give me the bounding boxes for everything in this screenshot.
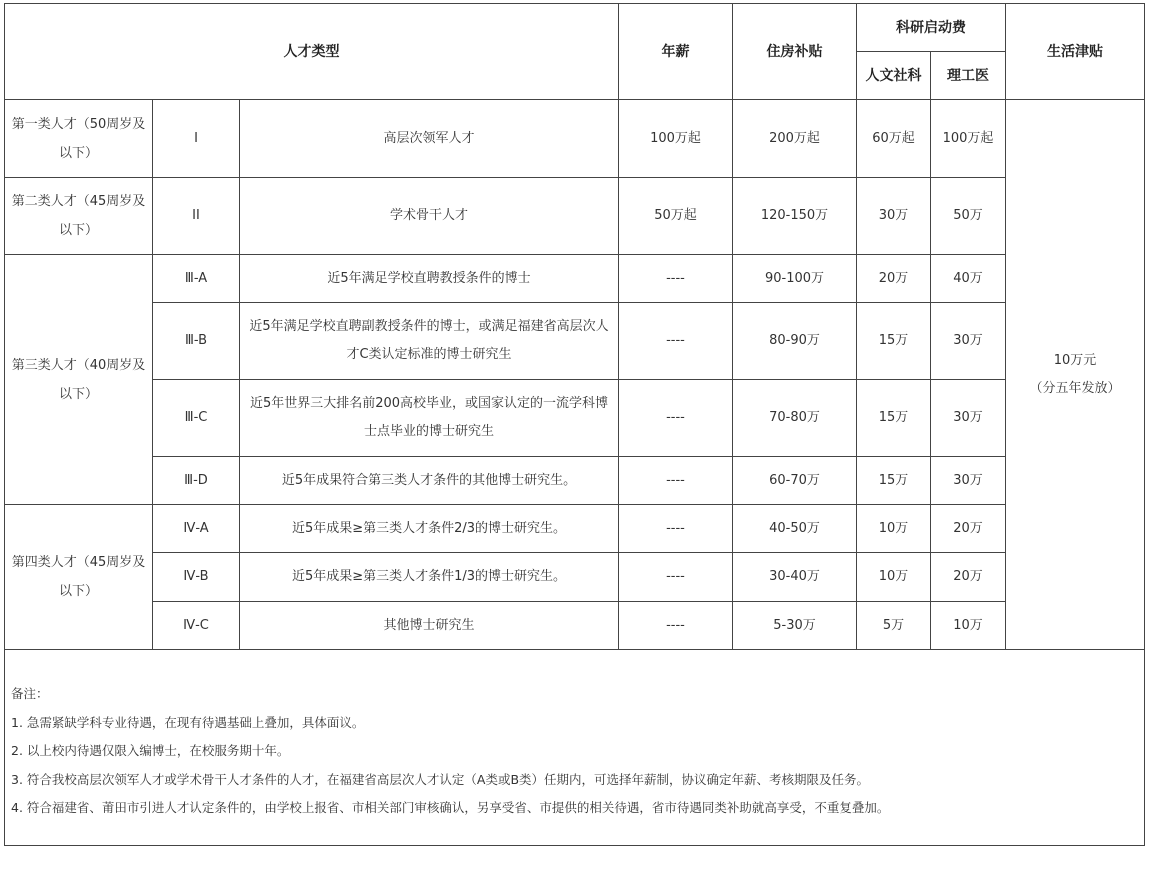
note-item: 3. 符合我校高层次领军人才或学术骨干人才条件的人才，在福建省高层次人才认定（A类或B类）任期内，可选择年薪制，协议确定年薪、考核期限及任务。 bbox=[11, 771, 870, 787]
humanities-fund-cell: 5万 bbox=[857, 602, 931, 650]
notes-title: 备注： bbox=[11, 686, 49, 701]
table-row bbox=[5, 303, 1145, 380]
notes-cell bbox=[5, 650, 1145, 846]
humanities-fund-cell: 20万 bbox=[857, 255, 931, 303]
description-cell: 近5年满足学校直聘副教授条件的博士，或满足福建省高层次人才C类认定标准的博士研究生 bbox=[240, 303, 619, 380]
talent-benefits-table bbox=[4, 3, 1145, 846]
level-cell: Ⅲ-B bbox=[153, 303, 240, 380]
header-living-allowance: 生活津贴 bbox=[1006, 4, 1145, 100]
level-cell: Ⅳ-C bbox=[153, 602, 240, 650]
description-cell: 近5年满足学校直聘教授条件的博士 bbox=[240, 255, 619, 303]
housing-cell: 120-150万 bbox=[733, 178, 857, 255]
table-row bbox=[5, 505, 1145, 553]
level-cell: Ⅳ-A bbox=[153, 505, 240, 553]
level-cell: II bbox=[153, 178, 240, 255]
header-row bbox=[5, 4, 1145, 52]
table-row bbox=[5, 457, 1145, 505]
housing-cell: 90-100万 bbox=[733, 255, 857, 303]
table-row bbox=[5, 602, 1145, 650]
humanities-fund-cell: 10万 bbox=[857, 505, 931, 553]
science-fund-cell: 50万 bbox=[931, 178, 1006, 255]
salary-cell: ---- bbox=[619, 380, 733, 457]
living-allowance-note: （分五年发放） bbox=[1029, 380, 1121, 396]
salary-cell: ---- bbox=[619, 457, 733, 505]
talent-class-3: 第三类人才（40周岁及以下） bbox=[5, 255, 153, 505]
description-cell: 近5年世界三大排名前200高校毕业，或国家认定的一流学科博士点毕业的博士研究生 bbox=[240, 380, 619, 457]
housing-cell: 200万起 bbox=[733, 100, 857, 178]
science-fund-cell: 40万 bbox=[931, 255, 1006, 303]
science-fund-cell: 100万起 bbox=[931, 100, 1006, 178]
housing-cell: 40-50万 bbox=[733, 505, 857, 553]
level-cell: Ⅲ-C bbox=[153, 380, 240, 457]
humanities-fund-cell: 15万 bbox=[857, 303, 931, 380]
talent-class-1: 第一类人才（50周岁及以下） bbox=[5, 100, 153, 178]
humanities-fund-cell: 15万 bbox=[857, 380, 931, 457]
table-row bbox=[5, 178, 1145, 255]
science-fund-cell: 30万 bbox=[931, 303, 1006, 380]
salary-cell: ---- bbox=[619, 255, 733, 303]
humanities-fund-cell: 30万 bbox=[857, 178, 931, 255]
description-cell: 近5年成果≥第三类人才条件2/3的博士研究生。 bbox=[240, 505, 619, 553]
living-allowance-amount: 10万元 bbox=[1053, 352, 1097, 368]
science-fund-cell: 20万 bbox=[931, 505, 1006, 553]
housing-cell: 70-80万 bbox=[733, 380, 857, 457]
description-cell: 近5年成果符合第三类人才条件的其他博士研究生。 bbox=[240, 457, 619, 505]
humanities-fund-cell: 60万起 bbox=[857, 100, 931, 178]
level-cell: Ⅲ-A bbox=[153, 255, 240, 303]
table-row bbox=[5, 100, 1145, 178]
header-research-fund: 科研启动费 bbox=[857, 4, 1006, 52]
description-cell: 近5年成果≥第三类人才条件1/3的博士研究生。 bbox=[240, 553, 619, 602]
table-row bbox=[5, 553, 1145, 602]
header-science: 理工医 bbox=[931, 52, 1006, 100]
table-row bbox=[5, 255, 1145, 303]
note-item: 4. 符合福建省、莆田市引进人才认定条件的，由学校上报省、市相关部门审核确认，另享受省、市提供的相关待遇，省市待遇同类补助就高享受，不重复叠加。 bbox=[11, 800, 890, 815]
humanities-fund-cell: 15万 bbox=[857, 457, 931, 505]
talent-class-2: 第二类人才（45周岁及以下） bbox=[5, 178, 153, 255]
housing-cell: 60-70万 bbox=[733, 457, 857, 505]
salary-cell: 100万起 bbox=[619, 100, 733, 178]
living-allowance-cell bbox=[1006, 100, 1145, 650]
header-category: 人才类型 bbox=[5, 4, 619, 100]
header-salary: 年薪 bbox=[619, 4, 733, 100]
note-item: 1. 急需紧缺学科专业待遇，在现有待遇基础上叠加，具体面议。 bbox=[11, 714, 365, 730]
description-cell: 高层次领军人才 bbox=[240, 100, 619, 178]
note-item: 2. 以上校内待遇仅限入编博士，在校服务期十年。 bbox=[11, 743, 290, 758]
humanities-fund-cell: 10万 bbox=[857, 553, 931, 602]
level-cell: Ⅲ-D bbox=[153, 457, 240, 505]
housing-cell: 5-30万 bbox=[733, 602, 857, 650]
salary-cell: ---- bbox=[619, 303, 733, 380]
science-fund-cell: 20万 bbox=[931, 553, 1006, 602]
description-cell: 学术骨干人才 bbox=[240, 178, 619, 255]
salary-cell: 50万起 bbox=[619, 178, 733, 255]
table-row bbox=[5, 380, 1145, 457]
header-housing: 住房补贴 bbox=[733, 4, 857, 100]
salary-cell: ---- bbox=[619, 505, 733, 553]
science-fund-cell: 30万 bbox=[931, 380, 1006, 457]
level-cell: I bbox=[153, 100, 240, 178]
salary-cell: ---- bbox=[619, 602, 733, 650]
notes-row bbox=[5, 650, 1145, 846]
talent-class-4: 第四类人才（45周岁及以下） bbox=[5, 505, 153, 650]
header-humanities: 人文社科 bbox=[857, 52, 931, 100]
housing-cell: 30-40万 bbox=[733, 553, 857, 602]
description-cell: 其他博士研究生 bbox=[240, 602, 619, 650]
salary-cell: ---- bbox=[619, 553, 733, 602]
housing-cell: 80-90万 bbox=[733, 303, 857, 380]
science-fund-cell: 30万 bbox=[931, 457, 1006, 505]
level-cell: Ⅳ-B bbox=[153, 553, 240, 602]
science-fund-cell: 10万 bbox=[931, 602, 1006, 650]
